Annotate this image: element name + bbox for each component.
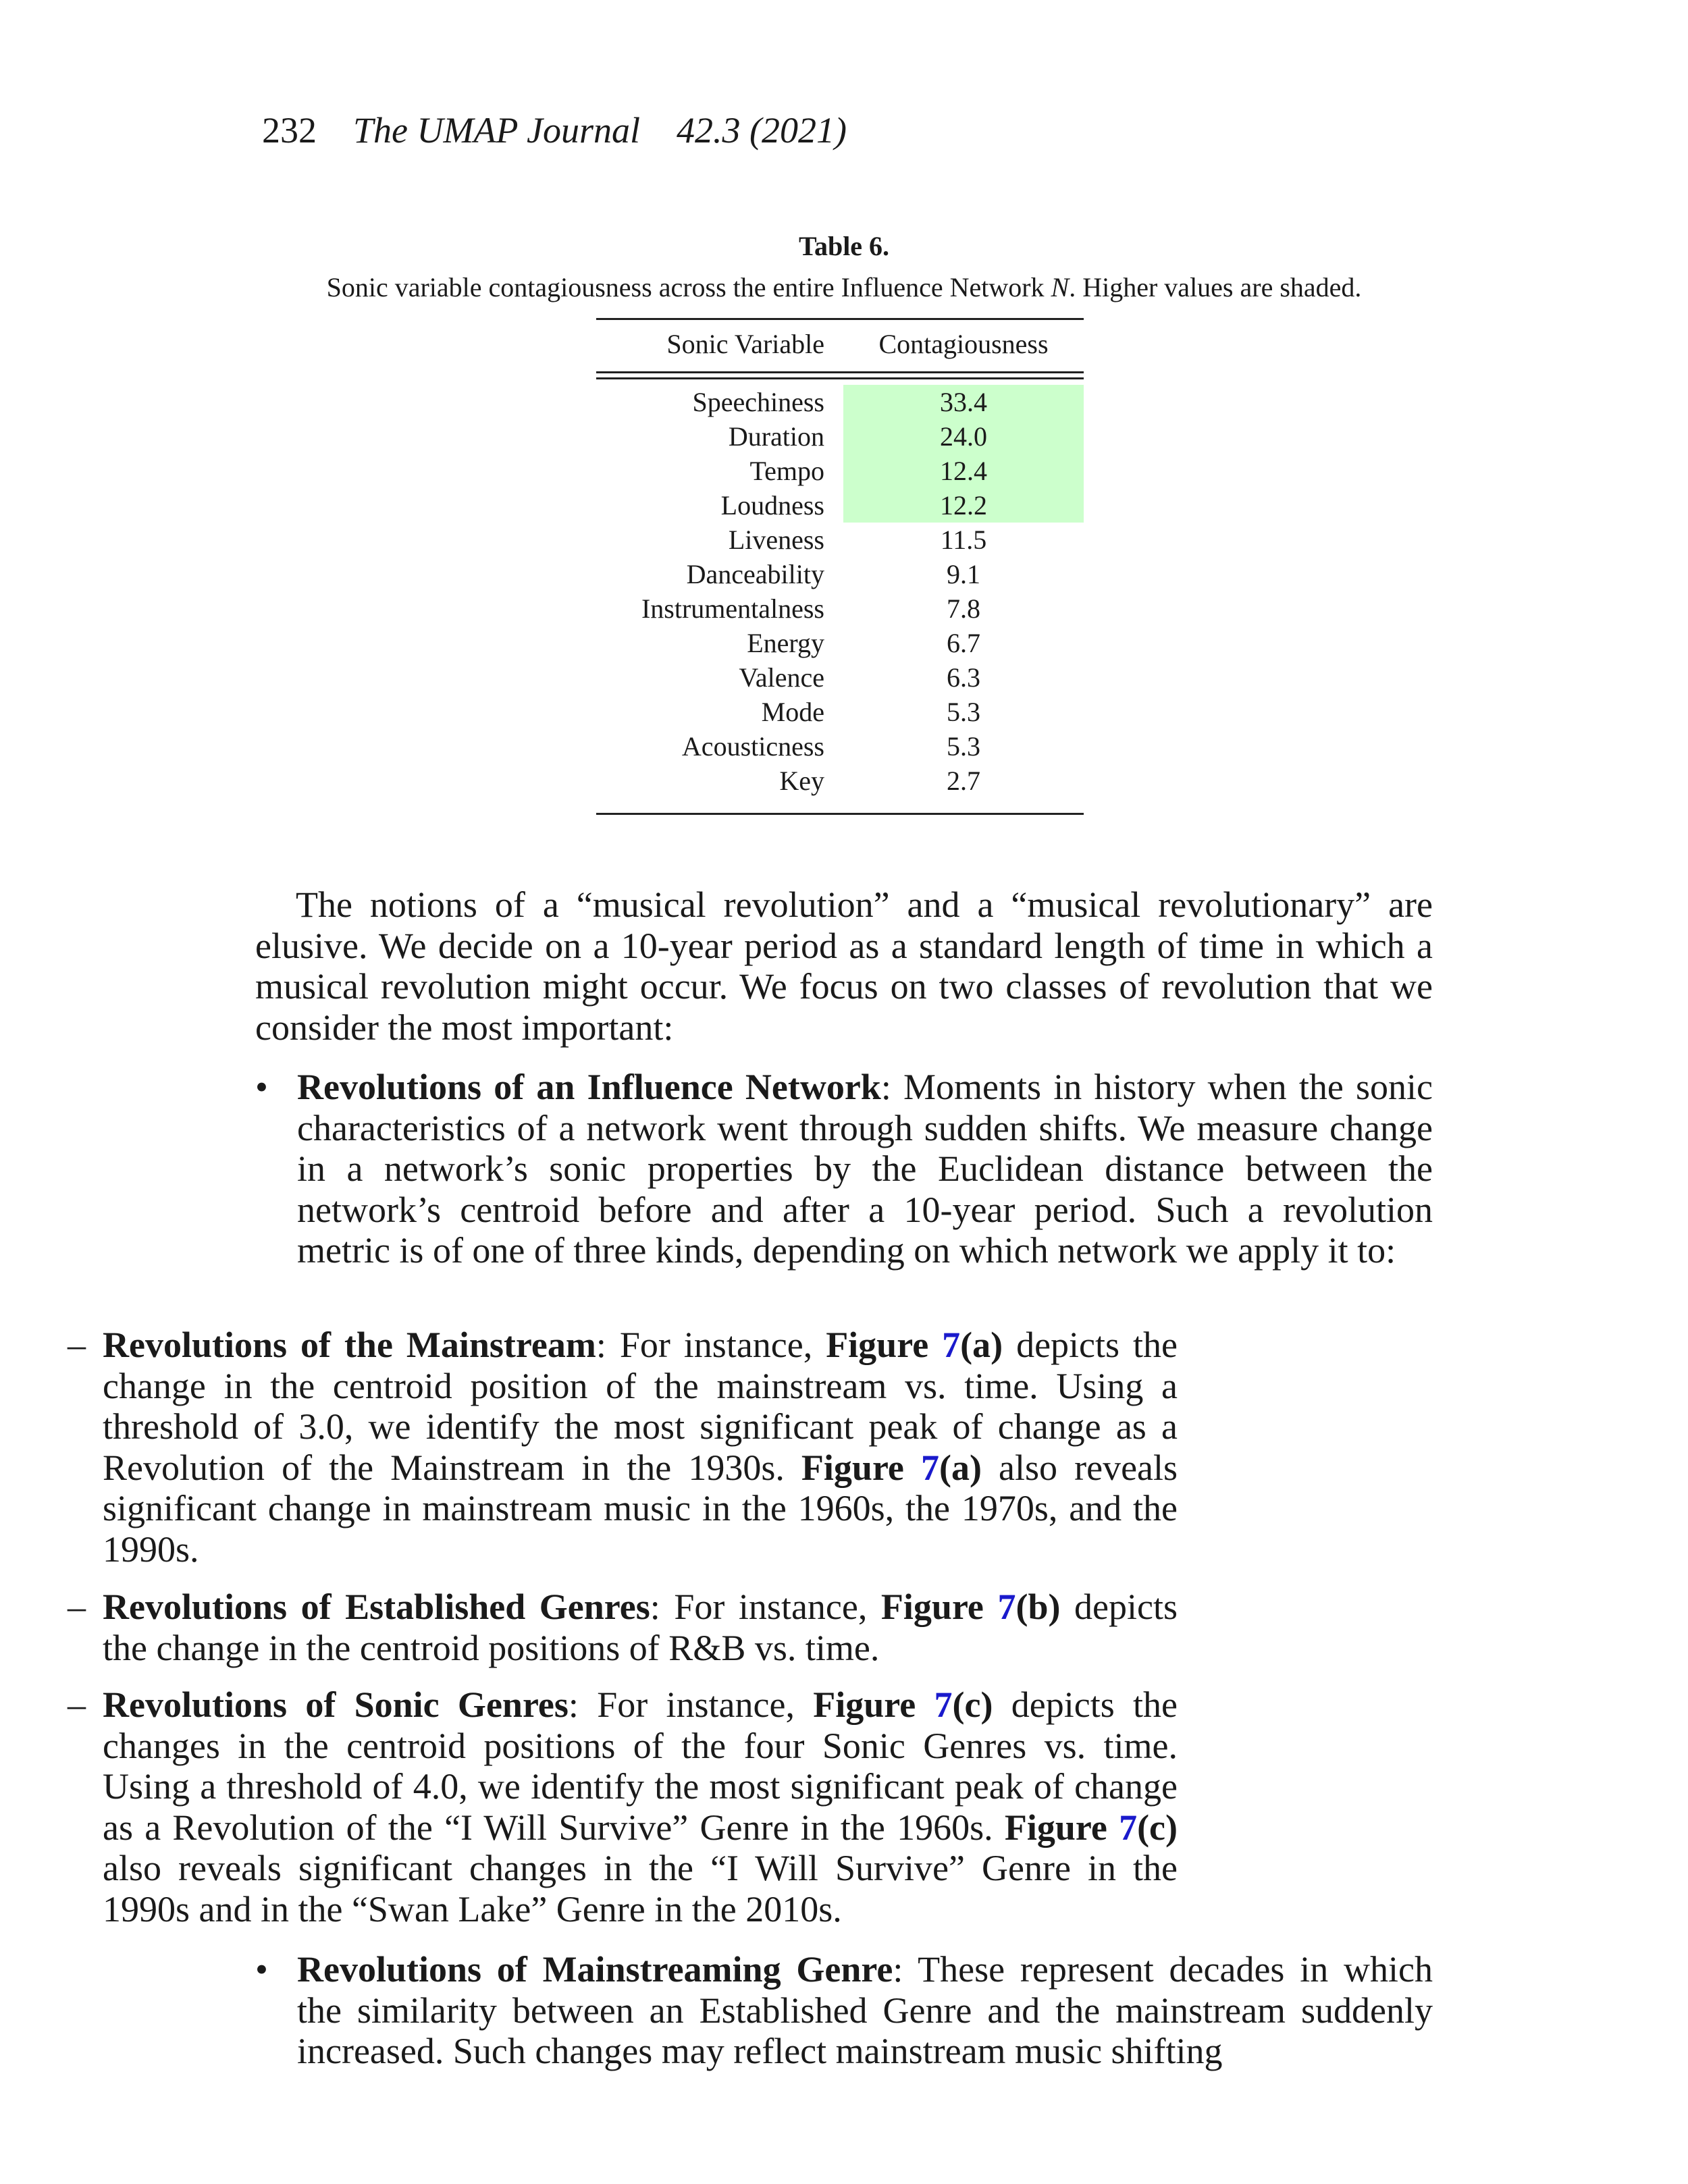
sub-bullet-body: depicts the change in the centroid positions of R&B vs. time. bbox=[103, 1587, 1178, 1668]
sonic-variable-cell: Speechiness bbox=[692, 387, 824, 417]
figure-7-link[interactable]: 7 bbox=[1119, 1807, 1138, 1848]
sub-bullet-body: : For instance, bbox=[650, 1587, 881, 1627]
contagiousness-cell: 12.4 bbox=[843, 454, 1084, 488]
intro-paragraph: The notions of a “musical revolution” and a “musical revolutionary” are elusive. We decide on a 10-year period as a standard length of time in which a musical revolution might occur. We focus on two classes of revolution that we consider the most important: bbox=[255, 884, 1433, 1048]
sonic-variable-cell: Liveness bbox=[728, 525, 824, 555]
figure-panel-label: (c) bbox=[952, 1684, 993, 1725]
table-row bbox=[596, 488, 1084, 523]
sub-bullet-established-genres bbox=[68, 1587, 1178, 1668]
header-contagiousness: Contagiousness bbox=[878, 329, 1049, 359]
contagiousness-cell: 11.5 bbox=[940, 525, 987, 555]
figure-7-link[interactable]: 7 bbox=[921, 1447, 939, 1488]
bullet-mainstreaming-genre bbox=[255, 1949, 1433, 2072]
bullet-body: : These represent decades in which the similarity between an Established Genre and the mainstream suddenly increased. Such changes may reflect mainstream music shifting bbox=[297, 1949, 1433, 2071]
sub-bullet-sonic-genres bbox=[68, 1684, 1178, 1929]
figure-word: Figure bbox=[826, 1325, 929, 1365]
sub-bullet-text bbox=[103, 1587, 1178, 1668]
sub-bullet-title: Revolutions of the Mainstream bbox=[103, 1325, 596, 1365]
contagiousness-cell: 2.7 bbox=[947, 766, 980, 796]
table-top-rule bbox=[596, 318, 1084, 320]
table-row bbox=[596, 764, 1084, 798]
figure-panel-label: (a) bbox=[939, 1447, 982, 1488]
bullet-influence-network bbox=[255, 1067, 1433, 1271]
figure-word: Figure bbox=[813, 1684, 916, 1725]
sonic-variable-cell: Acousticness bbox=[681, 731, 824, 762]
figure-7-link[interactable]: 7 bbox=[942, 1325, 961, 1365]
sub-bullet-title: Revolutions of Sonic Genres bbox=[103, 1684, 569, 1725]
dash-marker: – bbox=[68, 1587, 86, 1627]
bullet-marker: • bbox=[255, 1067, 268, 1107]
table-row bbox=[596, 385, 1084, 419]
sub-bullet-body: also reveals significant changes in the “I Will Survive” Genre in the 1990s and in the “Swan Lake” Genre in the 2010s. bbox=[103, 1848, 1178, 1929]
running-head bbox=[262, 107, 847, 154]
contagiousness-cell: 7.8 bbox=[947, 593, 980, 624]
table-title: Table 6. bbox=[798, 231, 890, 261]
figure-panel-label: (c) bbox=[1137, 1807, 1178, 1848]
sonic-variable-cell: Mode bbox=[761, 697, 824, 727]
sub-bullet-title: Revolutions of Established Genres bbox=[103, 1587, 650, 1627]
table-row bbox=[596, 591, 1084, 626]
journal-volume: 42.3 (2021) bbox=[676, 110, 847, 151]
bullet-text bbox=[297, 1949, 1433, 2072]
sonic-variable-cell: Duration bbox=[728, 421, 824, 452]
figure-word: Figure bbox=[1004, 1807, 1107, 1848]
page-number: 232 bbox=[262, 110, 317, 151]
table-row bbox=[596, 523, 1084, 557]
figure-panel-label: (a) bbox=[960, 1325, 1003, 1365]
sonic-variable-cell: Tempo bbox=[749, 456, 824, 486]
sub-bullet-body: also reveals significant change in mainstream music in the 1960s, the 1970s, and the 1990s. bbox=[103, 1447, 1178, 1570]
sonic-variable-cell: Energy bbox=[747, 628, 824, 658]
caption-text-1: Sonic variable contagiousness across the entire Influence Network bbox=[326, 272, 1051, 302]
table-row bbox=[596, 626, 1084, 660]
table-body bbox=[596, 385, 1084, 798]
contagiousness-cell: 6.7 bbox=[947, 628, 980, 658]
sonic-variable-cell: Loudness bbox=[720, 490, 824, 521]
table-row bbox=[596, 695, 1084, 729]
bullet-text bbox=[297, 1067, 1433, 1271]
table-header-rule bbox=[596, 371, 1084, 373]
contagiousness-cell: 5.3 bbox=[947, 697, 980, 727]
sonic-variable-cell: Valence bbox=[739, 662, 824, 693]
caption-text-2: . Higher values are shaded. bbox=[1069, 272, 1362, 302]
contagiousness-cell: 5.3 bbox=[947, 731, 980, 762]
table-row bbox=[596, 660, 1084, 695]
sonic-variable-cell: Instrumentalness bbox=[641, 593, 824, 624]
dash-marker: – bbox=[68, 1325, 86, 1365]
bullet-marker: • bbox=[255, 1949, 268, 1990]
caption-symbol: N bbox=[1051, 272, 1070, 302]
table-row bbox=[596, 419, 1084, 454]
table-row bbox=[596, 729, 1084, 764]
journal-title: The UMAP Journal bbox=[353, 110, 640, 151]
figure-word: Figure bbox=[801, 1447, 904, 1488]
sub-bullet-body: depicts the change in the centroid position of the mainstream vs. time. Using a threshold of 3.0, we identify the most significant peak of change as a Revolution of the Mainstream in the 1930s. bbox=[103, 1325, 1178, 1488]
bullet-title: Revolutions of an Influence Network bbox=[297, 1067, 881, 1107]
figure-7-link[interactable]: 7 bbox=[997, 1587, 1016, 1627]
sub-bullet-text bbox=[103, 1325, 1178, 1570]
contagiousness-cell: 12.2 bbox=[843, 488, 1084, 523]
table-caption bbox=[0, 270, 1688, 305]
table-row bbox=[596, 557, 1084, 591]
bullet-title: Revolutions of Mainstreaming Genre bbox=[297, 1949, 893, 1990]
table-row bbox=[596, 454, 1084, 488]
dash-marker: – bbox=[68, 1684, 86, 1725]
contagiousness-cell: 33.4 bbox=[843, 385, 1084, 419]
figure-panel-label: (b) bbox=[1016, 1587, 1061, 1627]
contagiousness-cell: 9.1 bbox=[947, 559, 980, 589]
table-bottom-rule bbox=[596, 813, 1084, 815]
table-header-rule bbox=[596, 377, 1084, 379]
sub-bullet-text bbox=[103, 1684, 1178, 1929]
header-sonic-variable: Sonic Variable bbox=[666, 329, 824, 359]
contagiousness-cell: 6.3 bbox=[947, 662, 980, 693]
sub-bullet-body: : For instance, bbox=[568, 1684, 814, 1725]
sub-bullet-mainstream bbox=[68, 1325, 1178, 1570]
figure-7-link[interactable]: 7 bbox=[934, 1684, 953, 1725]
sub-bullet-body: : For instance, bbox=[596, 1325, 826, 1365]
sonic-variable-cell: Key bbox=[779, 766, 824, 796]
figure-word: Figure bbox=[880, 1587, 984, 1627]
sonic-variable-cell: Danceability bbox=[686, 559, 824, 589]
sub-bullet-body: depicts the changes in the centroid positions of the four Sonic Genres vs. time. Using a threshold of 4.0, we identify the most significant peak of change as a Revolution of the “I Will Survive” Genre in the 1960s. bbox=[103, 1684, 1178, 1848]
contagiousness-cell: 24.0 bbox=[843, 419, 1084, 454]
bullet-body: : Moments in history when the sonic characteristics of a network went through sudden shifts. We measure change in a network’s sonic properties by the Euclidean distance between the network’s centroid before and after a 10-year period. Such a revolution metric is of one of three kinds, depending on which network we apply it to: bbox=[297, 1067, 1433, 1271]
